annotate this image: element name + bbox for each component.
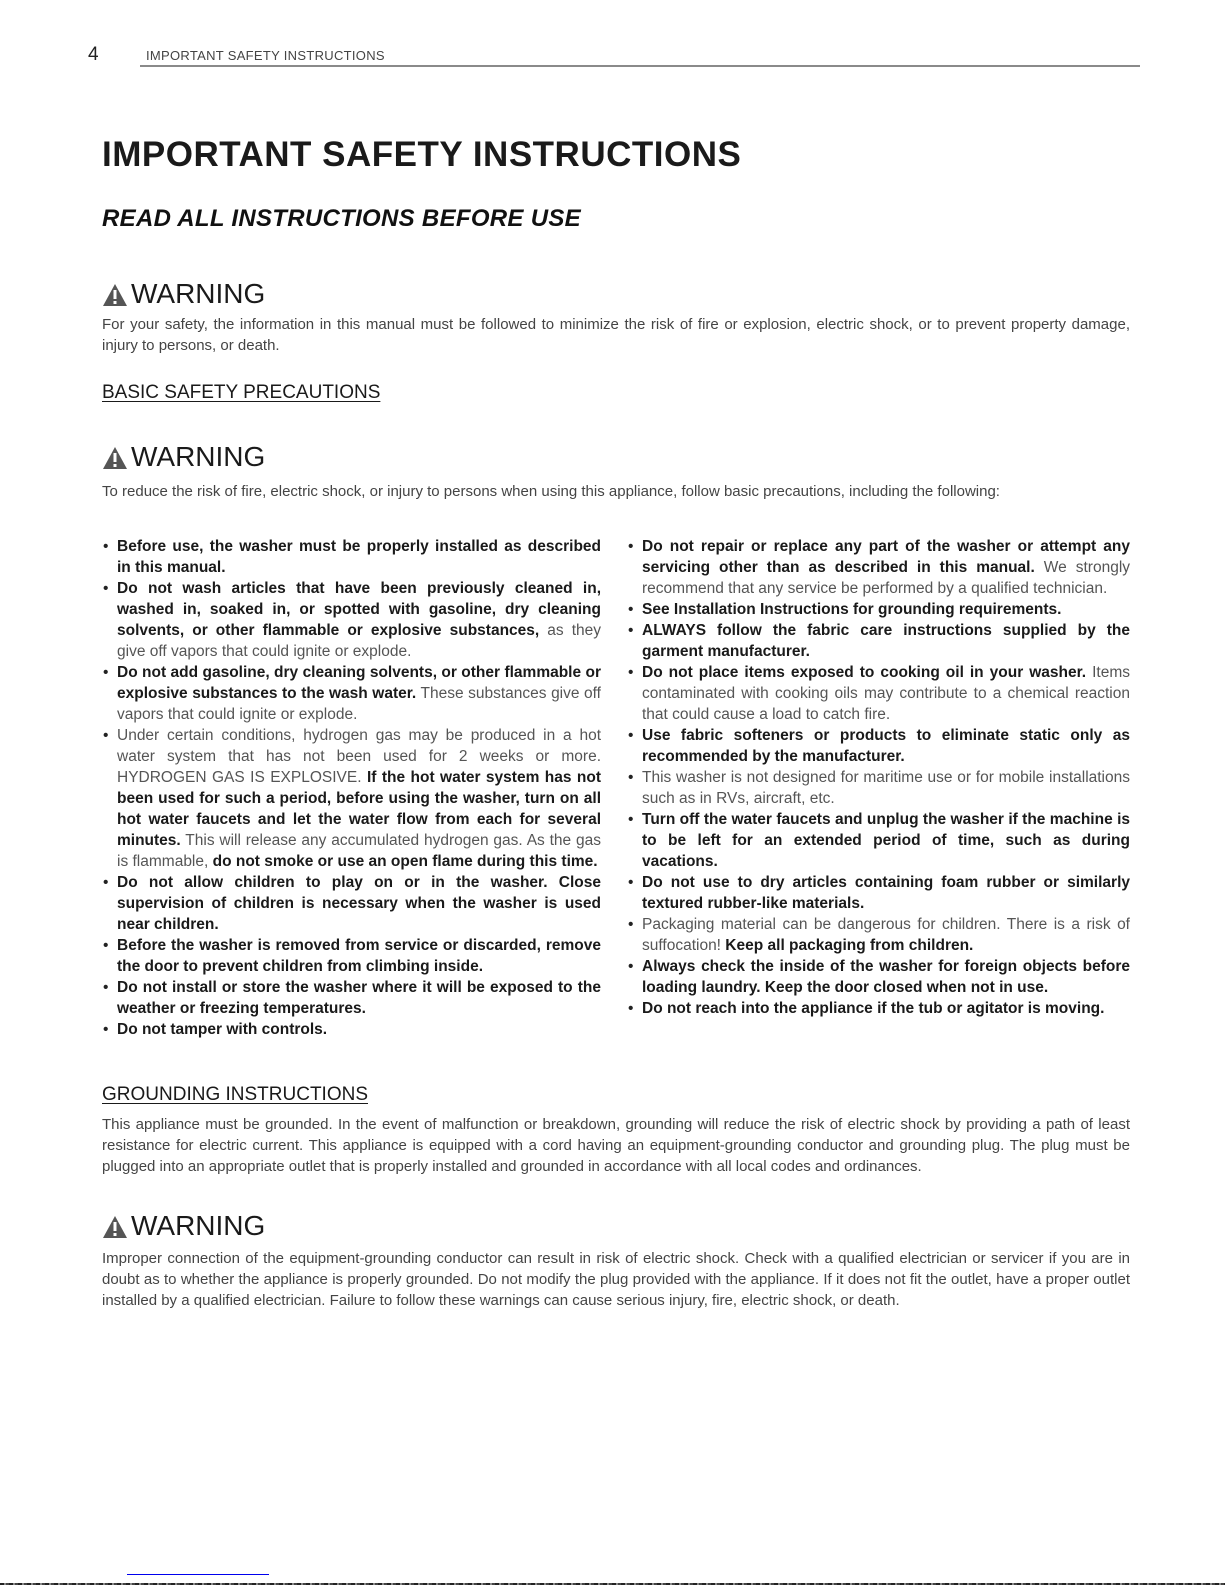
precaution-text: do not smoke or use an open flame during this time. [208,853,598,870]
precaution-text: as they give off vapors that could ignite or explode. [117,622,602,660]
precaution-item [628,620,1130,662]
precaution-text: Packaging material can be dangerous for children. There is a risk of suffocation! [642,916,1130,954]
bullet-icon: • [103,979,109,996]
precaution-item [103,536,601,578]
precaution-item [628,809,1130,872]
bullet-icon: • [628,916,634,933]
precaution-text: Do not tamper with controls. [117,1021,328,1038]
bullet-icon: • [628,622,634,639]
warning-heading-3 [102,1210,265,1242]
precaution-item [628,536,1130,599]
precaution-text: Do not add gasoline, dry cleaning solvents, or other flammable or explosive substances to the wash water. [117,664,601,702]
precautions-right-column [628,536,1130,1019]
section-heading-basic-safety: BASIC SAFETY PRECAUTIONS [102,382,381,403]
page-header [88,44,1140,68]
precaution-text: Always check the inside of the washer for foreign objects before loading laundry. Keep the door closed when not in use. [642,958,1130,996]
precautions-left-column [103,536,601,1040]
bullet-icon: • [103,727,109,744]
precaution-text: Under certain conditions, hydrogen gas may be produced in a hot water system that has not been used for 2 weeks or more. HYDROGEN GAS IS EXPLOSIVE. [117,727,601,786]
precaution-text: This washer is not designed for maritime use or for mobile installations such as in RVs, aircraft, etc. [642,769,1130,807]
bullet-icon: • [103,664,109,681]
precaution-text: Before the washer is removed from service or discarded, remove the door to prevent children from climbing inside. [117,937,601,975]
precaution-item [103,725,601,872]
precaution-text: These substances give off vapors that could ignite or explode. [117,685,601,723]
precaution-text: ALWAYS follow the fabric care instructions supplied by the garment manufacturer. [642,622,1130,660]
precaution-text: Items contaminated with cooking oils may contribute to a chemical reaction that could cause a load to catch fire. [642,664,1131,723]
precaution-item [628,998,1130,1019]
precaution-text: Keep all packaging from children. [721,937,974,954]
bullet-icon: • [628,958,634,975]
precaution-text: Do not wash articles that have been previously cleaned in, washed in, soaked in, or spotted with gasoline, dry cleaning solvents, or other flammable or explosive substances, [117,580,601,639]
precaution-item [628,725,1130,767]
header-rule [140,65,1140,67]
bullet-icon: • [628,664,634,681]
precaution-text: If the hot water system has not been used for such a period, before using the washer, turn on all hot water faucets and let the water flow from each for several minutes. [117,769,602,849]
precaution-item [103,578,601,662]
precaution-item [628,662,1130,725]
precaution-item [103,977,601,1019]
running-title: IMPORTANT SAFETY INSTRUCTIONS [146,48,385,63]
warning-label: WARNING [131,441,266,472]
basic-precautions-intro: To reduce the risk of fire, electric shock, or injury to persons when using this appliance, follow basic precautions, including the following: [102,483,1000,500]
precaution-text: Do not place items exposed to cooking oil in your washer. [642,664,1087,681]
page-title: IMPORTANT SAFETY INSTRUCTIONS [102,135,742,174]
warning-triangle-icon [102,283,128,307]
bullet-icon: • [628,1000,634,1017]
bullet-icon: • [628,769,634,786]
precaution-item [103,935,601,977]
warning-text-1: For your safety, the information in this manual must be followed to minimize the risk of fire or explosion, electric shock, or to prevent property damage, injury to persons, or death. [102,316,1130,354]
warning-label: WARNING [131,1210,266,1241]
section-heading-grounding: GROUNDING INSTRUCTIONS [102,1084,368,1105]
precaution-text: This will release any accumulated hydrogen gas. As the gas is flammable, [117,832,601,870]
bullet-icon: • [103,538,109,555]
bullet-icon: • [103,580,109,597]
warning-heading-2 [102,441,265,473]
bullet-icon: • [628,601,634,618]
bullet-icon: • [103,874,109,891]
warning-label: WARNING [131,278,266,309]
precaution-text: See Installation Instructions for grounding requirements. [642,601,1062,618]
grounding-warning-text: Improper connection of the equipment-grounding conductor can result in risk of electric shock. Check with a qualified electrician or servicer if you are in doubt as to whether the appliance is properly grounded. Do not modify the plug provided with the appliance. If it does not fit the outlet, have a proper outlet installed by a qualified electrician. Failure to follow these warnings can cause serious injury, fire, electric shock, or death. [102,1250,1130,1309]
precaution-text: Do not install or store the washer where it will be exposed to the weather or freezing temperatures. [117,979,601,1017]
precaution-text: Do not allow children to play on or in the washer. Close supervision of children is necessary when the washer is used near children. [117,874,601,933]
bullet-icon: • [628,811,634,828]
precaution-item [103,662,601,725]
bullet-icon: • [628,727,634,744]
precaution-text: Do not reach into the appliance if the tub or agitator is moving. [642,1000,1105,1017]
precaution-text: Turn off the water faucets and unplug the washer if the machine is to be left for an extended period of time, such as during vacations. [642,811,1130,870]
warning-triangle-icon [102,1215,128,1239]
precaution-item [628,767,1130,809]
bullet-icon: • [103,1021,109,1038]
page-number: 4 [88,44,99,65]
precaution-text: Do not repair or replace any part of the washer or attempt any servicing other than as described in this manual. [642,538,1130,576]
precaution-text: Do not use to dry articles containing foam rubber or similarly textured rubber-like materials. [642,874,1130,912]
warning-heading-1 [102,278,265,310]
bullet-icon: • [103,937,109,954]
precaution-text: We strongly recommend that any service be performed by a qualified technician. [642,559,1131,597]
precaution-item [628,956,1130,998]
precaution-item [103,1019,601,1040]
bullet-icon: • [628,538,634,555]
bullet-icon: • [628,874,634,891]
precaution-text: Before use, the washer must be properly installed as described in this manual. [117,538,601,576]
precaution-item [628,872,1130,914]
precaution-item [628,599,1130,620]
precaution-text: Use fabric softeners or products to eliminate static only as recommended by the manufacturer. [642,727,1130,765]
footer-link-underline[interactable] [127,1574,269,1575]
precaution-item [103,872,601,935]
precaution-item [628,914,1130,956]
grounding-text: This appliance must be grounded. In the event of malfunction or breakdown, grounding will reduce the risk of electric shock by providing a path of least resistance for electric current. This appliance is equipped with a cord having an equipment-grounding conductor and grounding plug. The plug must be plugged into an appropriate outlet that is properly installed and grounded in accordance with all local codes and ordinances. [102,1116,1130,1175]
warning-triangle-icon [102,446,128,470]
page-subtitle: READ ALL INSTRUCTIONS BEFORE USE [102,205,581,232]
